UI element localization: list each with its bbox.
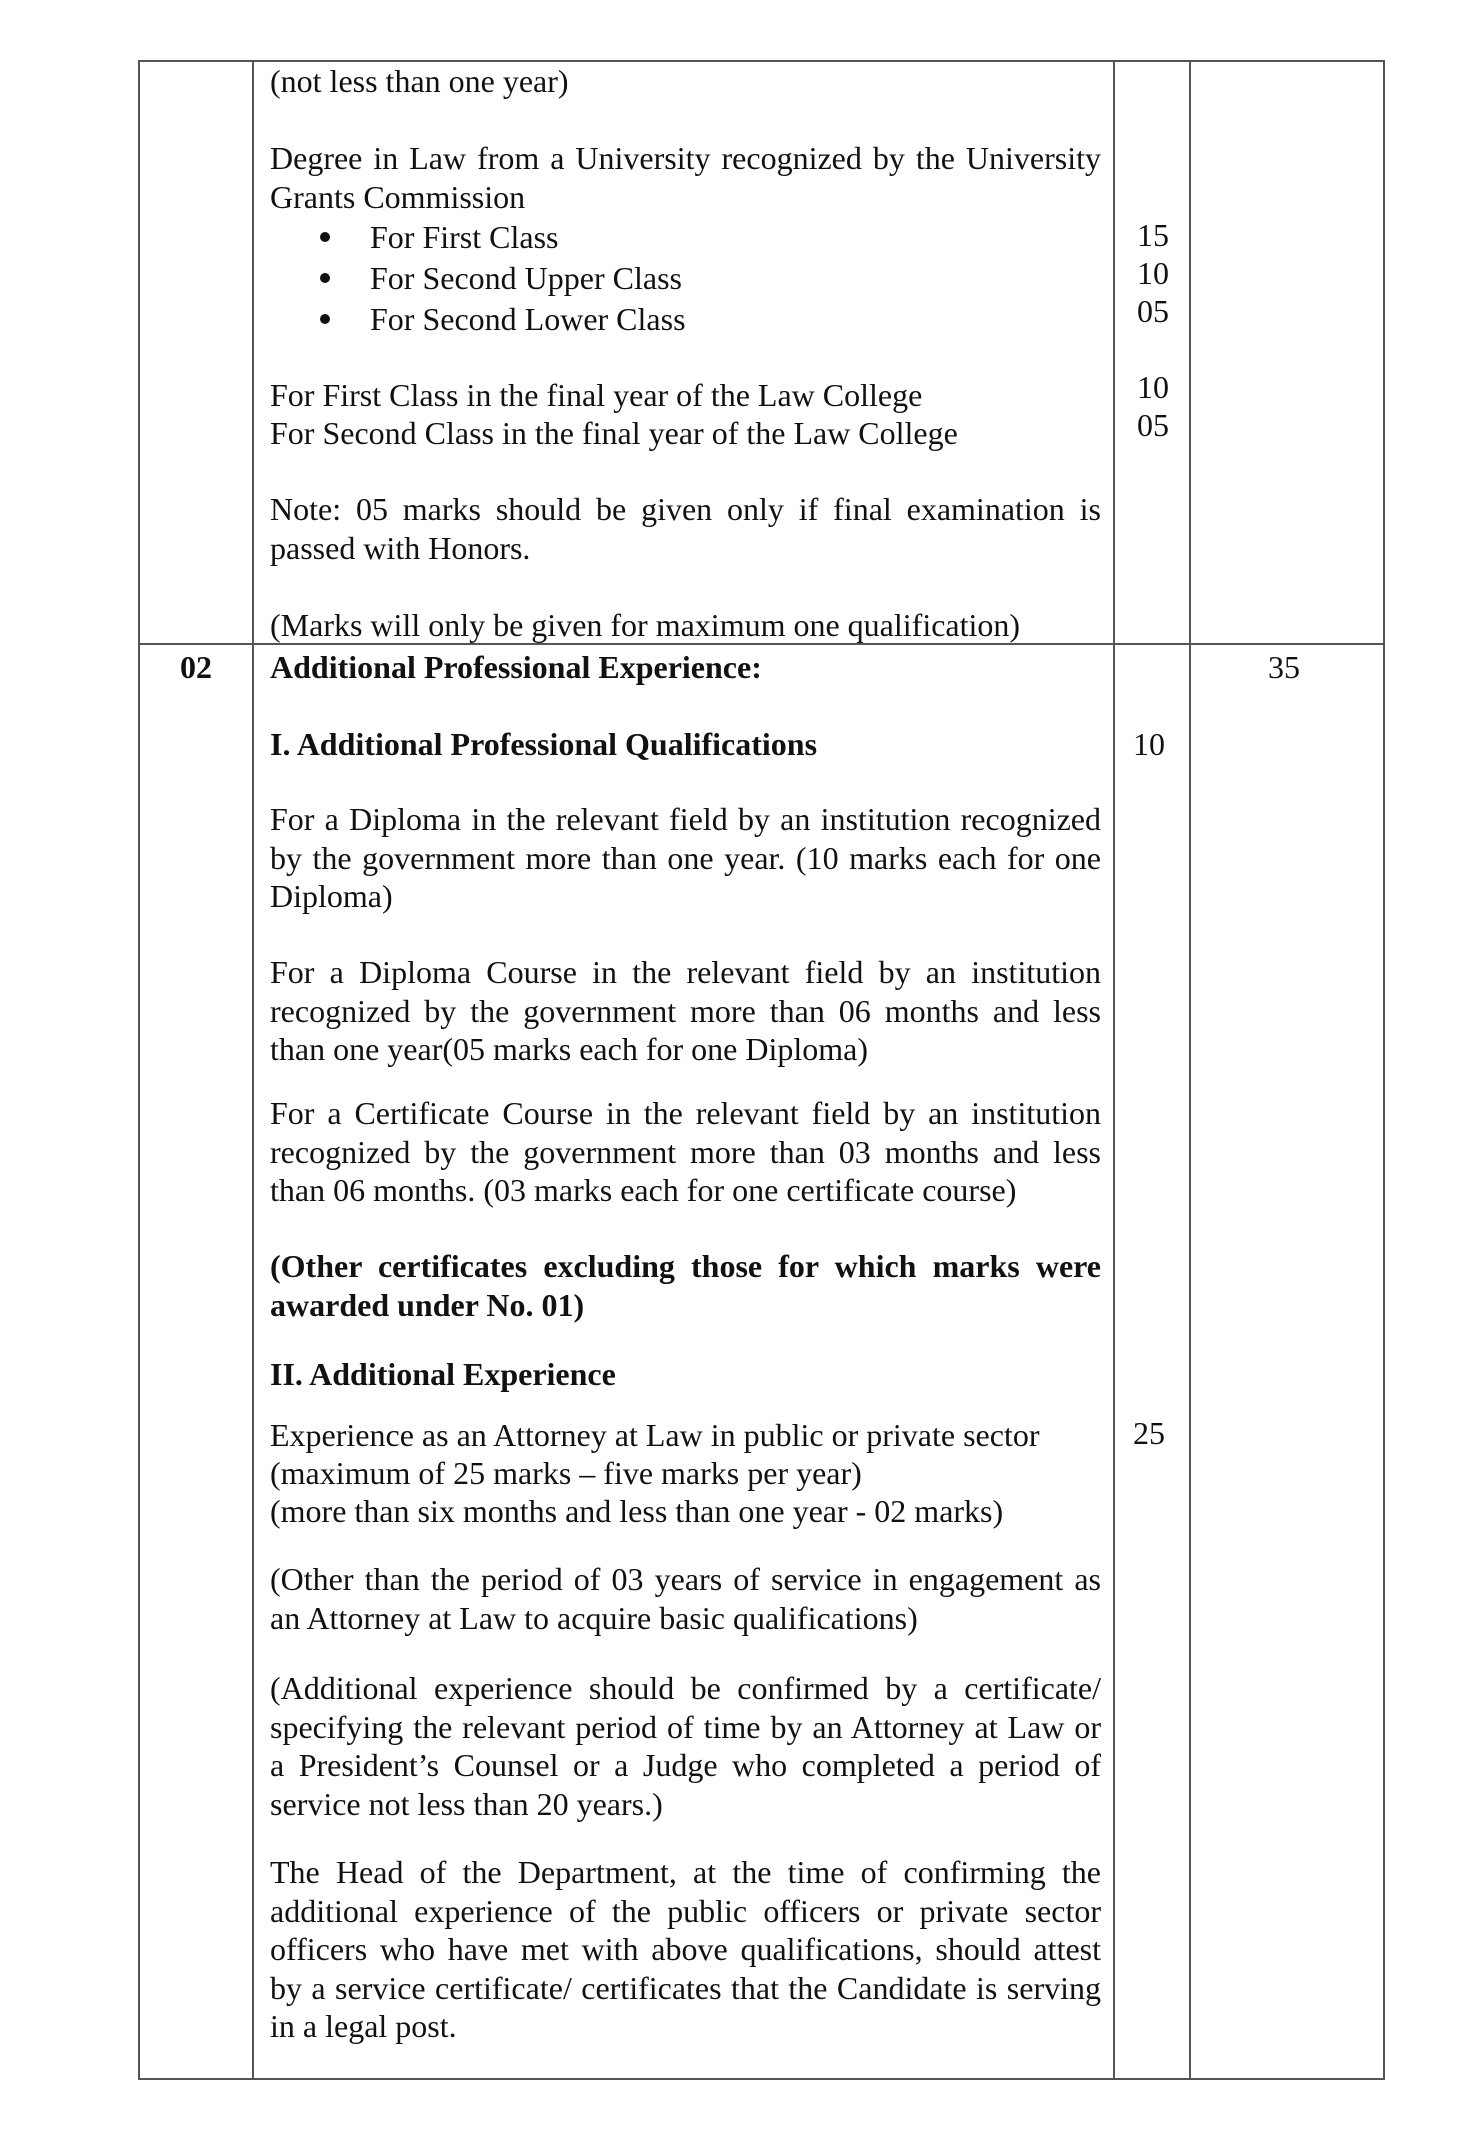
- table-bottom-border: [138, 2078, 1385, 2080]
- row-heading: Additional Professional Experience:: [270, 649, 762, 685]
- row-total-marks: 35: [1268, 649, 1300, 685]
- experience-line-3: (more than six months and less than one year - 02 marks): [270, 1493, 1004, 1529]
- class-item-first: For First Class: [370, 219, 559, 255]
- final-year-first-class: For First Class in the final year of the Law College: [270, 377, 923, 413]
- final-year-second-class-marks: 05: [1137, 407, 1169, 443]
- class-item-second-upper-marks: 10: [1137, 255, 1169, 291]
- duration-note: (not less than one year): [270, 63, 569, 99]
- column-divider-1: [252, 60, 254, 2080]
- diploma-over-one-year: For a Diploma in the relevant field by an institution recognized by the government more than one year. (10 marks each for one Diploma): [270, 801, 1101, 914]
- table-right-border: [1383, 60, 1385, 2080]
- honors-note: Note: 05 marks should be given only if final examination is passed with Honors.: [270, 491, 1101, 566]
- final-year-second-class: For Second Class in the final year of the Law College: [270, 415, 958, 451]
- bullet-icon: [320, 232, 330, 242]
- diploma-six-months-to-one-year: For a Diploma Course in the relevant field by an institution recognized by the government more than 06 months and less than one year(05 marks each for one Diploma): [270, 954, 1101, 1067]
- row-number: 02: [180, 649, 212, 685]
- max-qualification-note: (Marks will only be given for maximum one qualification): [270, 607, 1021, 643]
- section-2-title: II. Additional Experience: [270, 1356, 616, 1392]
- bullet-icon: [320, 273, 330, 283]
- exclusion-note: (Other certificates excluding those for which marks were awarded under No. 01): [270, 1248, 1101, 1323]
- bullet-icon: [320, 314, 330, 324]
- class-item-second-upper: For Second Upper Class: [370, 260, 682, 296]
- section-1-title: I. Additional Professional Qualifications: [270, 726, 818, 762]
- section-2-marks: 25: [1133, 1415, 1165, 1451]
- experience-line-1: Experience as an Attorney at Law in public or private sector: [270, 1417, 1040, 1453]
- column-divider-2: [1113, 60, 1115, 2080]
- table-left-border: [138, 60, 140, 2080]
- degree-intro: Degree in Law from a University recognized by the University Grants Commission: [270, 140, 1101, 215]
- experience-line-2: (maximum of 25 marks – five marks per year): [270, 1455, 862, 1491]
- head-of-department-note: The Head of the Department, at the time of confirming the additional experience of the public officers or private sector officers who have met with above qualifications, should attest by a service certificate/ certificates that the Candidate is serving in a legal post.: [270, 1854, 1101, 2044]
- class-item-second-lower: For Second Lower Class: [370, 301, 686, 337]
- section-1-marks: 10: [1133, 726, 1165, 762]
- column-divider-3: [1189, 60, 1191, 2080]
- certificate-three-to-six-months: For a Certificate Course in the relevant field by an institution recognized by the government more than 03 months and less than 06 months. (03 marks each for one certificate course): [270, 1095, 1101, 1208]
- final-year-first-class-marks: 10: [1137, 369, 1169, 405]
- class-item-second-lower-marks: 05: [1137, 293, 1169, 329]
- class-item-first-marks: 15: [1137, 217, 1169, 253]
- basic-service-note: (Other than the period of 03 years of service in engagement as an Attorney at Law to acquire basic qualifications): [270, 1561, 1101, 1636]
- confirmation-note: (Additional experience should be confirmed by a certificate/ specifying the relevant period of time by an Attorney at Law or a President’s Counsel or a Judge who completed a period of service not less than 20 years.): [270, 1670, 1101, 1822]
